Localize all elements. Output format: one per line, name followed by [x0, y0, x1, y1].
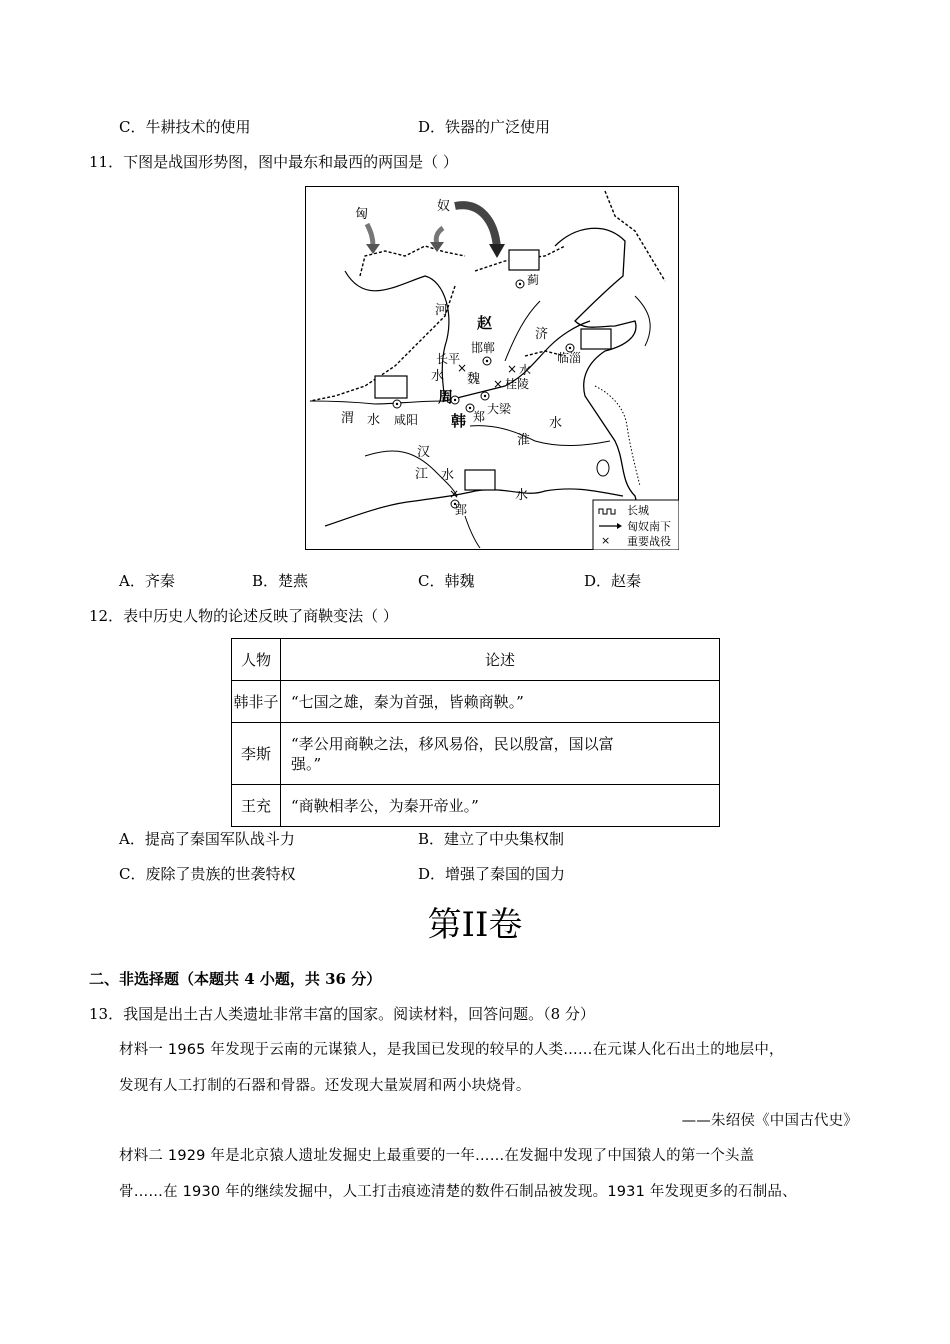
q12-table — [231, 638, 720, 827]
map-label-shui-c: 水 — [367, 413, 381, 428]
material2-line2: 骨……在 1930 年的继续发掘中，人工打击痕迹清楚的数件石制品被发现。1931 年发现更多的石制品、 — [119, 1184, 797, 1200]
map-label-wei: 魏 — [467, 372, 481, 387]
map-label-guiling: 桂陵 — [505, 377, 530, 391]
svg-text:×: × — [507, 362, 518, 376]
table-cell-statement: “七国之雄，秦为首强，皆赖商鞅。” — [281, 681, 720, 723]
warring-states-map — [305, 186, 679, 550]
section-heading: 二、非选择题（本题共 4 小题，共 36 分） — [89, 970, 382, 988]
map-label-xiongnu-b: 奴 — [437, 199, 451, 214]
map-label-ying: 郢 — [455, 503, 468, 517]
q12-option-c: C．废除了贵族的世袭特权 — [119, 865, 296, 883]
map-label-huai: 淮 — [517, 433, 531, 448]
q12-option-a: A．提高了秦国军队战斗力 — [119, 830, 295, 848]
legend-xiongnu-south: 匈奴南下 — [627, 520, 671, 533]
table-cell-person: 韩非子 — [232, 681, 281, 723]
map-label-daliang: 大梁 — [487, 402, 512, 416]
table-row — [232, 723, 720, 785]
q11-stem: 11．下图是战国形势图，图中最东和最西的两国是（ ） — [89, 153, 458, 171]
q11-option-c: C．韩魏 — [418, 572, 475, 590]
legend-great-wall: 长城 — [627, 504, 649, 517]
map-label-ji: 蓟 — [527, 273, 540, 287]
q12-stem: 12．表中历史人物的论述反映了商鞅变法（ ） — [89, 607, 398, 625]
map-label-shui-b: 水 — [519, 363, 532, 377]
q12-option-d: D．增强了秦国的国力 — [418, 865, 566, 883]
legend-battle: 重要战役 — [627, 535, 671, 548]
map-label-wei-river: 渭 — [341, 411, 355, 426]
statement-line-2: 强。” — [291, 754, 322, 773]
map-label-xiongnu-a: 匈 — [355, 207, 369, 222]
map-label-changping: 长平 — [436, 352, 461, 366]
table-header-person: 人物 — [232, 639, 281, 681]
table-cell-statement — [281, 723, 720, 785]
map-label-shui-d: 水 — [549, 416, 563, 431]
map-label-han: 韩 — [451, 412, 467, 430]
map-label-zhao: 赵 — [477, 314, 493, 332]
table-row — [232, 785, 720, 827]
part2-title: 第II卷 — [427, 905, 523, 945]
map-label-linzi: 临淄 — [557, 351, 582, 365]
table-cell-person: 李斯 — [232, 723, 281, 785]
q11-option-a: A．齐秦 — [119, 572, 175, 590]
map-label-zhou: 周 — [438, 388, 454, 406]
map-label-jiang: 江 — [415, 467, 429, 482]
q11-option-b: B．楚燕 — [252, 572, 309, 590]
map-label-he: 河 — [435, 303, 449, 318]
map-label-han-river: 汉 — [417, 445, 431, 460]
svg-text:×: × — [601, 534, 611, 547]
svg-text:×: × — [457, 361, 468, 375]
q11-option-d: D．赵秦 — [584, 572, 642, 590]
map-label-handan: 邯郸 — [471, 341, 496, 355]
q10-option-d: D．铁器的广泛使用 — [418, 118, 551, 136]
q10-option-c: C．牛耕技术的使用 — [119, 118, 251, 136]
table-cell-person: 王充 — [232, 785, 281, 827]
material1-line2: 发现有人工打制的石器和骨器。还发现大量炭屑和两小块烧骨。 — [119, 1078, 531, 1094]
map-legend — [593, 500, 679, 550]
q12-option-b: B．建立了中央集权制 — [418, 830, 565, 848]
map-label-shui-f: 水 — [515, 488, 529, 503]
svg-text:×: × — [449, 487, 460, 501]
material1-line1: 材料一 1965 年发现于云南的元谋猿人，是我国已发现的较早的人类……在元谋人化石出土的地层中， — [119, 1042, 784, 1058]
material1-source: ——朱绍侯《中国古代史》 — [681, 1113, 858, 1129]
map-label-ji-river: 济 — [535, 327, 549, 342]
table-header-statement: 论述 — [281, 639, 720, 681]
svg-text:×: × — [493, 377, 504, 391]
map-label-shui-e: 水 — [441, 468, 455, 483]
table-cell-statement: “商鞅相孝公，为秦开帝业。” — [281, 785, 720, 827]
material2-line1: 材料二 1929 年是北京猿人遗址发掘史上最重要的一年……在发掘中发现了中国猿人的第一个头盖 — [119, 1148, 755, 1164]
q13-stem: 13．我国是出土古人类遗址非常丰富的国家。阅读材料，回答问题。（8 分） — [89, 1005, 595, 1023]
map-label-xianyang: 咸阳 — [394, 413, 419, 427]
statement-line-1: “孝公用商鞅之法，移风易俗，民以殷富，国以富 — [291, 734, 614, 753]
map-label-shui-a: 水 — [431, 369, 445, 384]
table-row — [232, 681, 720, 723]
map-label-zheng: 郑 — [473, 410, 486, 424]
